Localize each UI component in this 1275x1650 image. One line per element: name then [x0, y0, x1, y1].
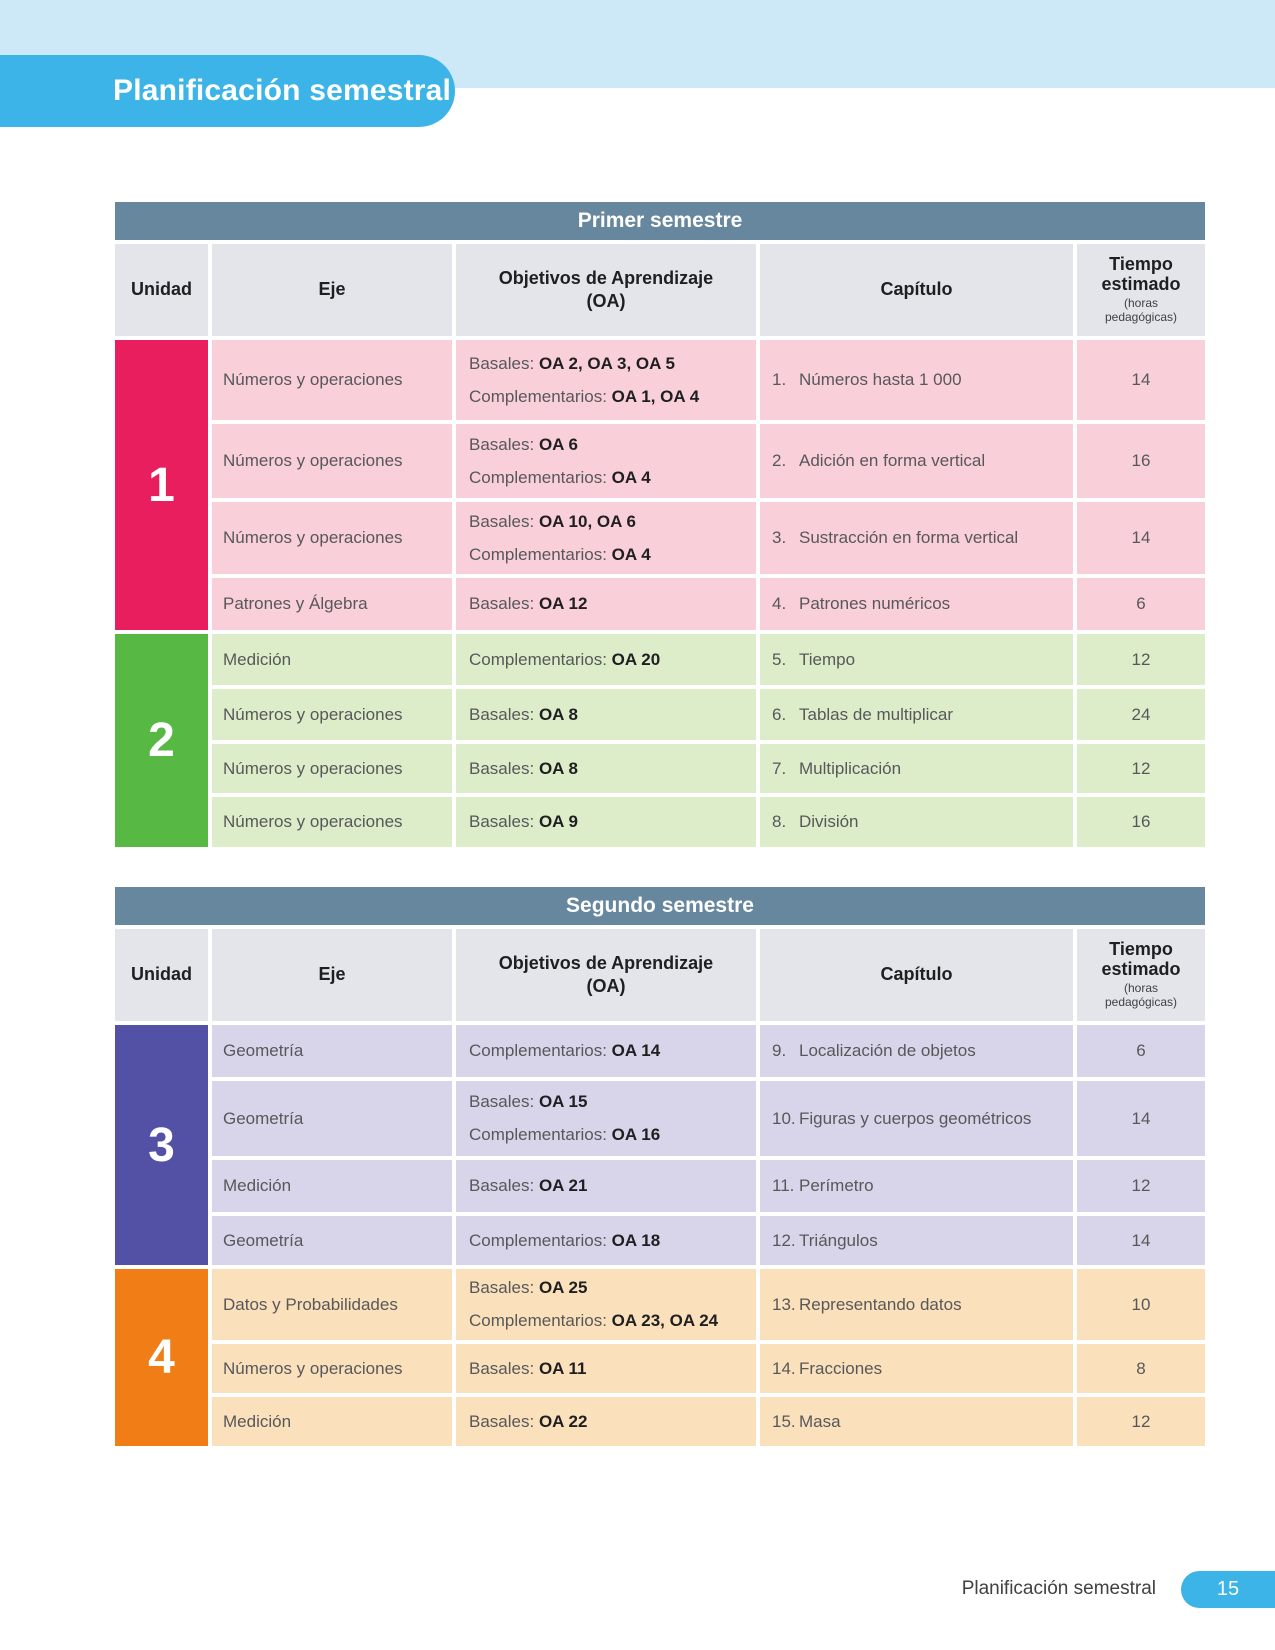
capitulo-cell: 1. Números hasta 1 000 [760, 340, 1073, 420]
capitulo-cell: 11. Perímetro [760, 1160, 1073, 1212]
eje-cell: Números y operaciones [212, 1344, 452, 1393]
eje-cell: Medición [212, 1397, 452, 1446]
tiempo-cell: 6 [1077, 578, 1205, 630]
capitulo-cell: 6. Tablas de multiplicar [760, 689, 1073, 740]
oa-cell: Basales: OA 12 [456, 578, 756, 630]
tiempo-cell: 14 [1077, 1216, 1205, 1265]
oa-cell: Basales: OA 10, OA 6 Complementarios: OA 4 [456, 502, 756, 574]
oa-cell: Basales: OA 25 Complementarios: OA 23, OA 24 [456, 1269, 756, 1340]
page-number: 15 [1216, 1578, 1240, 1600]
col-header-capitulo: Capítulo [760, 929, 1073, 1021]
oa-cell: Basales: OA 11 [456, 1344, 756, 1393]
eje-cell: Geometría [212, 1081, 452, 1156]
eje-cell: Números y operaciones [212, 797, 452, 847]
page-title-pill [0, 55, 455, 127]
eje-cell: Números y operaciones [212, 502, 452, 574]
oa-cell: Basales: OA 22 [456, 1397, 756, 1446]
eje-cell: Datos y Probabilidades [212, 1269, 452, 1340]
col-header-tiempo: Tiempo estimado (horas pedagógicas) [1077, 929, 1205, 1021]
capitulo-cell: 2. Adición en forma vertical [760, 424, 1073, 498]
oa-cell: Complementarios: OA 20 [456, 634, 756, 685]
oa-cell: Complementarios: OA 14 [456, 1025, 756, 1077]
tiempo-cell: 14 [1077, 502, 1205, 574]
capitulo-cell: 7. Multiplicación [760, 744, 1073, 793]
tiempo-cell: 16 [1077, 424, 1205, 498]
oa-cell: Basales: OA 8 [456, 744, 756, 793]
tiempo-cell: 12 [1077, 1160, 1205, 1212]
table-grid [115, 929, 1205, 1446]
capitulo-cell: 12. Triángulos [760, 1216, 1073, 1265]
capitulo-cell: 10. Figuras y cuerpos geométricos [760, 1081, 1073, 1156]
capitulo-cell: 15. Masa [760, 1397, 1073, 1446]
col-header-eje: Eje [212, 244, 452, 336]
tiempo-cell: 12 [1077, 744, 1205, 793]
eje-cell: Geometría [212, 1216, 452, 1265]
unit-number-badge: 3 [115, 1025, 208, 1265]
tiempo-cell: 6 [1077, 1025, 1205, 1077]
unit-number-badge: 1 [115, 340, 208, 630]
table-title-band: Primer semestre [115, 202, 1205, 240]
tiempo-cell: 14 [1077, 1081, 1205, 1156]
eje-cell: Números y operaciones [212, 424, 452, 498]
col-header-capitulo: Capítulo [760, 244, 1073, 336]
eje-cell: Patrones y Álgebra [212, 578, 452, 630]
capitulo-cell: 14. Fracciones [760, 1344, 1073, 1393]
tiempo-cell: 16 [1077, 797, 1205, 847]
tiempo-cell: 12 [1077, 634, 1205, 685]
page-title: Planificación semestral [113, 74, 452, 107]
capitulo-cell: 8. División [760, 797, 1073, 847]
oa-cell: Basales: OA 21 [456, 1160, 756, 1212]
eje-cell: Medición [212, 634, 452, 685]
col-header-unidad: Unidad [115, 929, 208, 1021]
tiempo-cell: 8 [1077, 1344, 1205, 1393]
table-primer-semestre [115, 202, 1205, 847]
table-grid [115, 244, 1205, 847]
oa-cell: Complementarios: OA 18 [456, 1216, 756, 1265]
table-title-band: Segundo semestre [115, 887, 1205, 925]
eje-cell: Geometría [212, 1025, 452, 1077]
col-header-tiempo: Tiempo estimado (horas pedagógicas) [1077, 244, 1205, 336]
tiempo-cell: 24 [1077, 689, 1205, 740]
tiempo-cell: 10 [1077, 1269, 1205, 1340]
capitulo-cell: 4. Patrones numéricos [760, 578, 1073, 630]
oa-cell: Basales: OA 6 Complementarios: OA 4 [456, 424, 756, 498]
col-header-oa: Objetivos de Aprendizaje (OA) [456, 929, 756, 1021]
unit-number-badge: 4 [115, 1269, 208, 1446]
oa-cell: Basales: OA 8 [456, 689, 756, 740]
page-number-pill [1181, 1571, 1275, 1608]
oa-cell: Basales: OA 2, OA 3, OA 5 Complementarios: OA 1, OA 4 [456, 340, 756, 420]
eje-cell: Números y operaciones [212, 340, 452, 420]
footer-section-label: Planificación semestral [961, 1578, 1156, 1599]
eje-cell: Números y operaciones [212, 689, 452, 740]
tiempo-cell: 14 [1077, 340, 1205, 420]
oa-cell: Basales: OA 9 [456, 797, 756, 847]
table-segundo-semestre [115, 887, 1205, 1446]
eje-cell: Medición [212, 1160, 452, 1212]
oa-cell: Basales: OA 15 Complementarios: OA 16 [456, 1081, 756, 1156]
col-header-eje: Eje [212, 929, 452, 1021]
capitulo-cell: 9. Localización de objetos [760, 1025, 1073, 1077]
capitulo-cell: 3. Sustracción en forma vertical [760, 502, 1073, 574]
col-header-unidad: Unidad [115, 244, 208, 336]
capitulo-cell: 5. Tiempo [760, 634, 1073, 685]
unit-number-badge: 2 [115, 634, 208, 847]
tiempo-cell: 12 [1077, 1397, 1205, 1446]
capitulo-cell: 13. Representando datos [760, 1269, 1073, 1340]
eje-cell: Números y operaciones [212, 744, 452, 793]
col-header-oa: Objetivos de Aprendizaje (OA) [456, 244, 756, 336]
